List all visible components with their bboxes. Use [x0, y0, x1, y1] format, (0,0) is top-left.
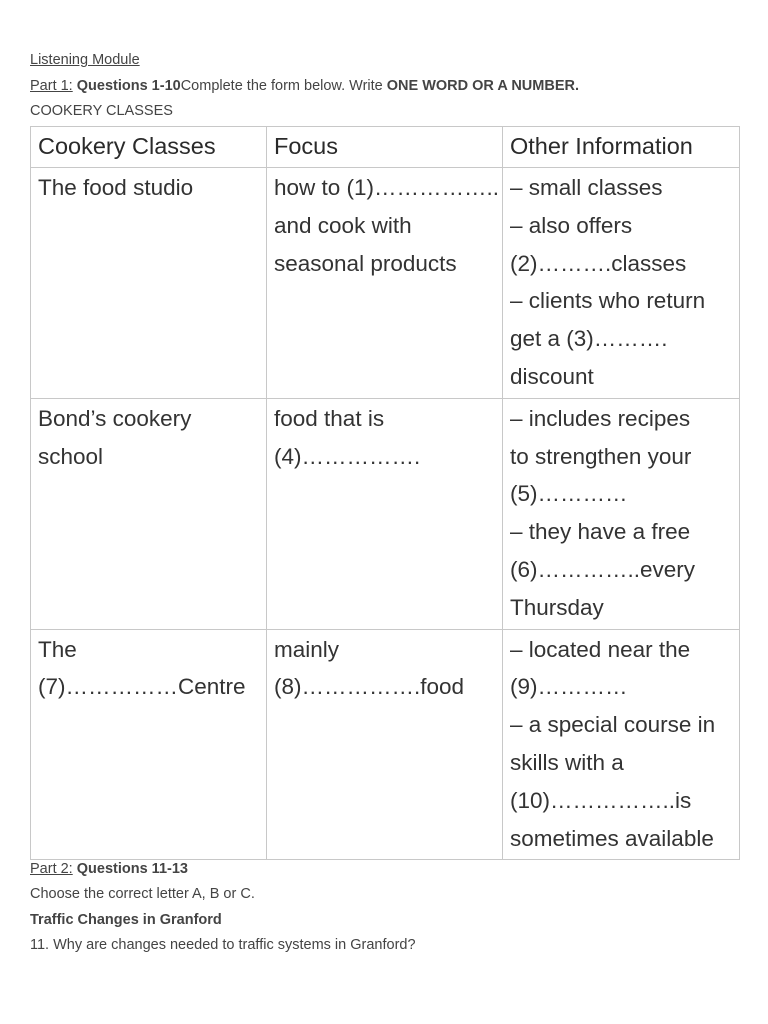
cell-text: seasonal products — [274, 250, 457, 276]
cell-text: (8)…………….food — [274, 674, 465, 700]
row1-other — [503, 168, 740, 399]
cookery-form-table — [30, 126, 740, 860]
part1-heading — [30, 73, 579, 99]
part1-questions: Questions 1-10 — [76, 78, 181, 94]
row1-class — [31, 168, 267, 399]
row3-focus — [267, 629, 503, 860]
cell-text: – clients who return — [510, 288, 706, 314]
cell-text: The — [38, 636, 77, 662]
row2-other — [503, 398, 740, 629]
row2-class — [31, 398, 267, 629]
table-row — [31, 168, 740, 399]
part2-heading — [30, 856, 188, 882]
cell-text: (6)…………..every — [510, 556, 696, 582]
cell-text: (10)……………..is — [510, 787, 692, 813]
cell-text: to strengthen your — [510, 443, 692, 469]
cell-text: Bond’s cookery — [38, 405, 192, 431]
cell-text: food that is — [274, 405, 385, 431]
cell-text: (5)………… — [510, 481, 628, 507]
cell-text: The food studio — [38, 175, 194, 200]
cell-text: school — [38, 443, 104, 469]
cell-text: and cook with — [274, 212, 412, 238]
part1-emphasis: ONE WORD OR A NUMBER. — [386, 78, 580, 94]
header-other-information: Other Information — [503, 127, 740, 168]
cell-text: – located near the — [510, 636, 691, 662]
header-cookery-classes: Cookery Classes — [31, 127, 267, 168]
cell-text: (2)……….classes — [510, 250, 687, 276]
cell-text: (7)……………Centre — [38, 674, 246, 700]
table-row — [31, 629, 740, 860]
table-header-row — [31, 127, 740, 168]
part2-label: Part 2: — [30, 861, 73, 877]
cell-text: Thursday — [510, 594, 604, 620]
cell-text: sometimes available — [510, 825, 714, 851]
part2-title: Traffic Changes in Granford — [30, 912, 222, 928]
cell-text: get a (3)………. — [510, 326, 668, 352]
header-focus: Focus — [267, 127, 503, 168]
form-title: COOKERY CLASSES — [30, 103, 173, 119]
module-label: Listening Module — [30, 52, 140, 68]
part2-instruction: Choose the correct letter A, B or C. — [30, 886, 255, 902]
part2-questions: Questions 11-13 — [76, 861, 188, 877]
cell-text: discount — [510, 363, 594, 389]
row3-other — [503, 629, 740, 860]
row2-focus — [267, 398, 503, 629]
cell-text: – small classes — [510, 175, 663, 200]
module-title — [30, 47, 140, 73]
row1-focus — [267, 168, 503, 399]
cell-text: how to (1)…………….. — [274, 175, 500, 200]
cell-text: mainly — [274, 636, 340, 662]
question-11: 11. Why are changes needed to traffic systems in Granford? — [30, 937, 416, 953]
cell-text: – also offers — [510, 212, 633, 238]
part1-instruction: Complete the form below. Write — [180, 78, 387, 94]
cell-text: – a special course in — [510, 712, 716, 738]
table-row — [31, 398, 740, 629]
cell-text: – they have a free — [510, 519, 691, 545]
cell-text: – includes recipes — [510, 405, 691, 431]
cell-text: (4)……………. — [274, 443, 421, 469]
cell-text: (9)………… — [510, 674, 628, 700]
cell-text: skills with a — [510, 749, 624, 775]
row3-class — [31, 629, 267, 860]
part1-label: Part 1: — [30, 78, 73, 94]
